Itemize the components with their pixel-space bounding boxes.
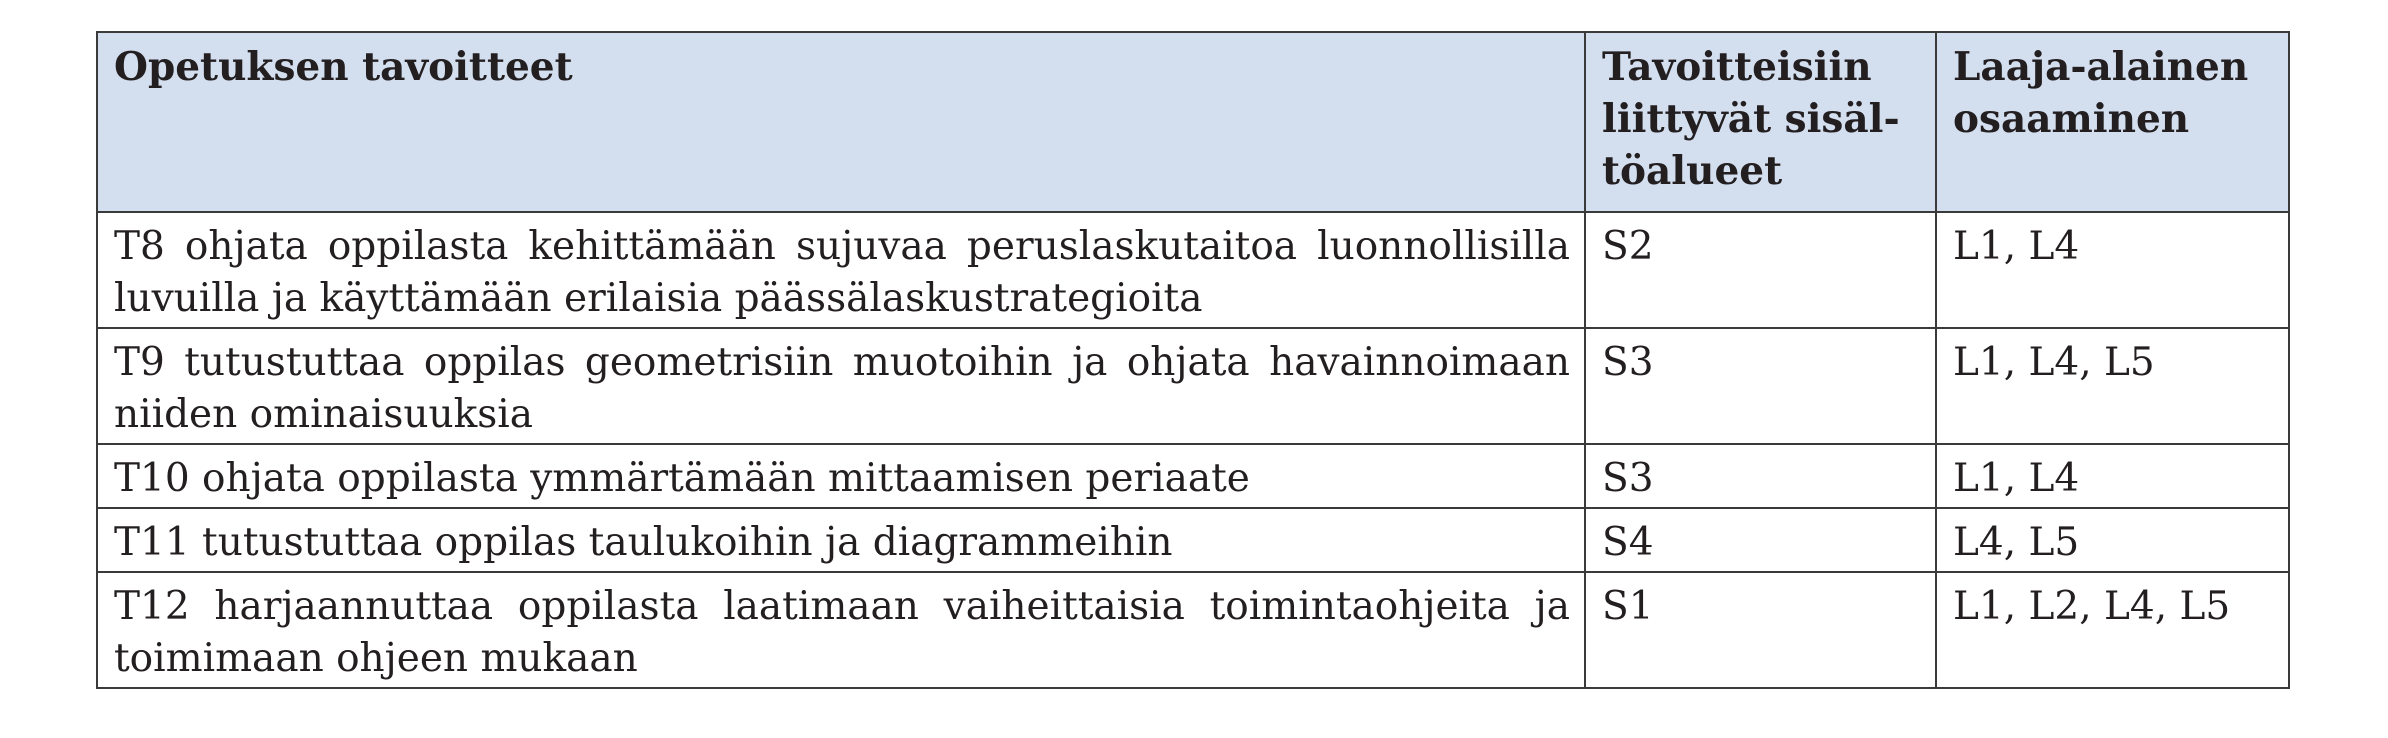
competence-cell: L1, L4, L5 [1936, 328, 2289, 444]
competence-cell: L1, L2, L4, L5 [1936, 572, 2289, 688]
goal-cell: T12 harjaannuttaa oppilasta laatimaan vaiheittaisia toimintaohjeita ja toimimaan ohjeen mukaan [97, 572, 1585, 688]
table-row [97, 444, 2289, 508]
table-row [97, 508, 2289, 572]
competence-cell: L4, L5 [1936, 508, 2289, 572]
goal-cell: T8 ohjata oppilasta kehittämään sujuvaa peruslaskutaitoa luonnollisilla luvuilla ja käyttämään erilaisia päässälaskustrategioita [97, 212, 1585, 328]
content-area-cell: S3 [1585, 444, 1936, 508]
goal-cell: T10 ohjata oppilasta ymmärtämään mittaamisen periaate [97, 444, 1585, 508]
goal-cell: T9 tutustuttaa oppilas geometrisiin muotoihin ja ohjata havainnoimaan niiden ominaisuuksia [97, 328, 1585, 444]
header-content-areas: Tavoitteisiin liittyvät sisältöalueet [1585, 32, 1936, 212]
content-area-cell: S2 [1585, 212, 1936, 328]
header-competence: Laaja-alainen osaaminen [1936, 32, 2289, 212]
goals-table [96, 31, 2290, 689]
competence-cell: L1, L4 [1936, 212, 2289, 328]
header-row [97, 32, 2289, 212]
table-row [97, 328, 2289, 444]
table-row [97, 572, 2289, 688]
table-row [97, 212, 2289, 328]
table-header [97, 32, 2289, 212]
content-area-cell: S4 [1585, 508, 1936, 572]
table-body [97, 212, 2289, 688]
content-area-cell: S3 [1585, 328, 1936, 444]
header-goals: Opetuksen tavoitteet [97, 32, 1585, 212]
competence-cell: L1, L4 [1936, 444, 2289, 508]
content-area-cell: S1 [1585, 572, 1936, 688]
goal-cell: T11 tutustuttaa oppilas taulukoihin ja diagrammeihin [97, 508, 1585, 572]
